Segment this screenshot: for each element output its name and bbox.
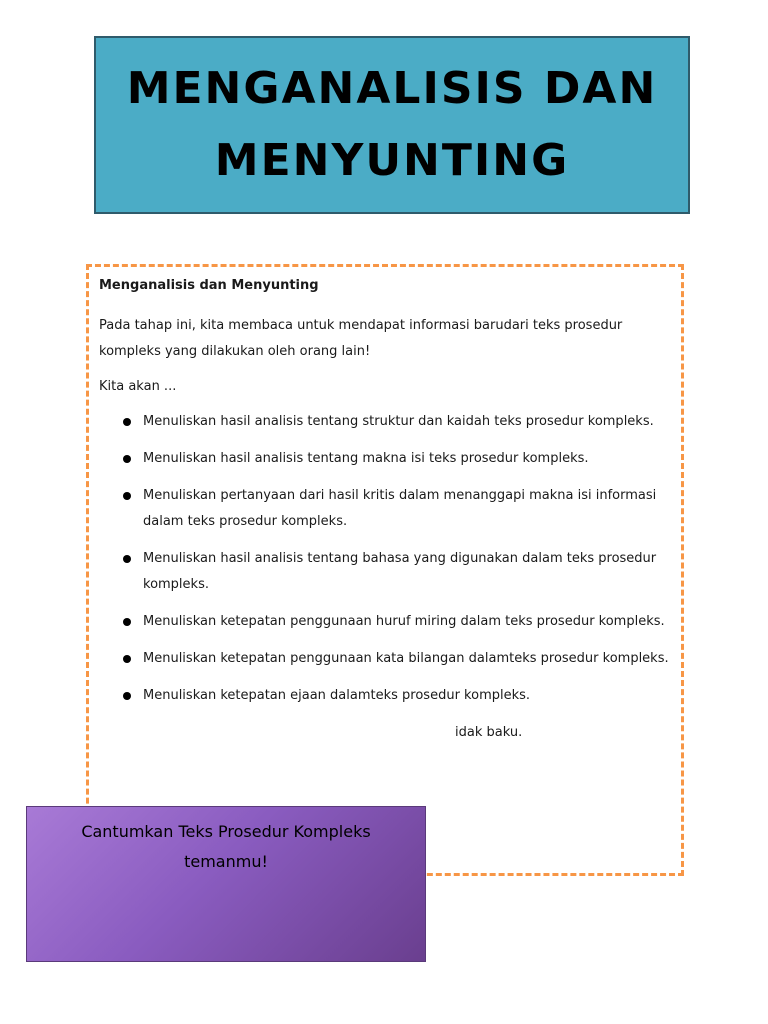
intro-line-2: kompleks yang dilakukan oleh orang lain!: [99, 344, 371, 359]
bullet-dot-icon: [123, 655, 131, 663]
bullet-list: [99, 409, 669, 746]
bullet-dot-icon: [123, 418, 131, 426]
list-item: [99, 720, 669, 746]
list-item: [99, 609, 669, 635]
intro-paragraph: [99, 313, 669, 365]
list-item: [99, 646, 669, 672]
bullet-dot-icon: [123, 555, 131, 563]
list-item-text: idak baku.: [455, 725, 523, 740]
title-line-2: MENYUNTING: [214, 135, 570, 186]
list-item: [99, 546, 669, 598]
list-item-text: Menuliskan hasil analisis tentang makna isi teks prosedur kompleks.: [143, 451, 589, 466]
list-item: [99, 446, 669, 472]
title-banner: [94, 36, 690, 214]
lead-text: Kita akan ...: [99, 379, 177, 394]
list-item-text: Menuliskan hasil analisis tentang struktur dan kaidah teks prosedur kompleks.: [143, 414, 654, 429]
content-heading: Menganalisis dan Menyunting: [99, 278, 319, 293]
list-item-text: Menuliskan pertanyaan dari hasil kritis dalam menanggapi makna isi informasi dalam teks prosedur kompleks.: [143, 488, 657, 529]
list-item: [99, 409, 669, 435]
list-item-text: Menuliskan ketepatan penggunaan kata bilangan dalamteks prosedur kompleks.: [143, 651, 669, 666]
callout-line-1: Cantumkan Teks Prosedur Kompleks: [81, 822, 371, 841]
bullet-dot-icon: [123, 455, 131, 463]
content-box: [86, 264, 684, 876]
intro-line-1: Pada tahap ini, kita membaca untuk mendapat informasi barudari teks prosedur: [99, 318, 623, 333]
title-line-1: MENGANALISIS DAN: [126, 63, 658, 114]
bullet-dot-icon: [123, 692, 131, 700]
bullet-dot-icon: [123, 618, 131, 626]
list-item-text: Menuliskan ketepatan penggunaan huruf miring dalam teks prosedur kompleks.: [143, 614, 665, 629]
callout-box: [26, 806, 426, 962]
callout-line-2: temanmu!: [184, 852, 268, 871]
list-item-text: Menuliskan ketepatan ejaan dalamteks prosedur kompleks.: [143, 688, 531, 703]
list-item-text: Menuliskan hasil analisis tentang bahasa yang digunakan dalam teks prosedur kompleks.: [143, 551, 657, 592]
list-item: [99, 683, 669, 709]
bullet-dot-icon: [123, 492, 131, 500]
list-item: [99, 483, 669, 535]
